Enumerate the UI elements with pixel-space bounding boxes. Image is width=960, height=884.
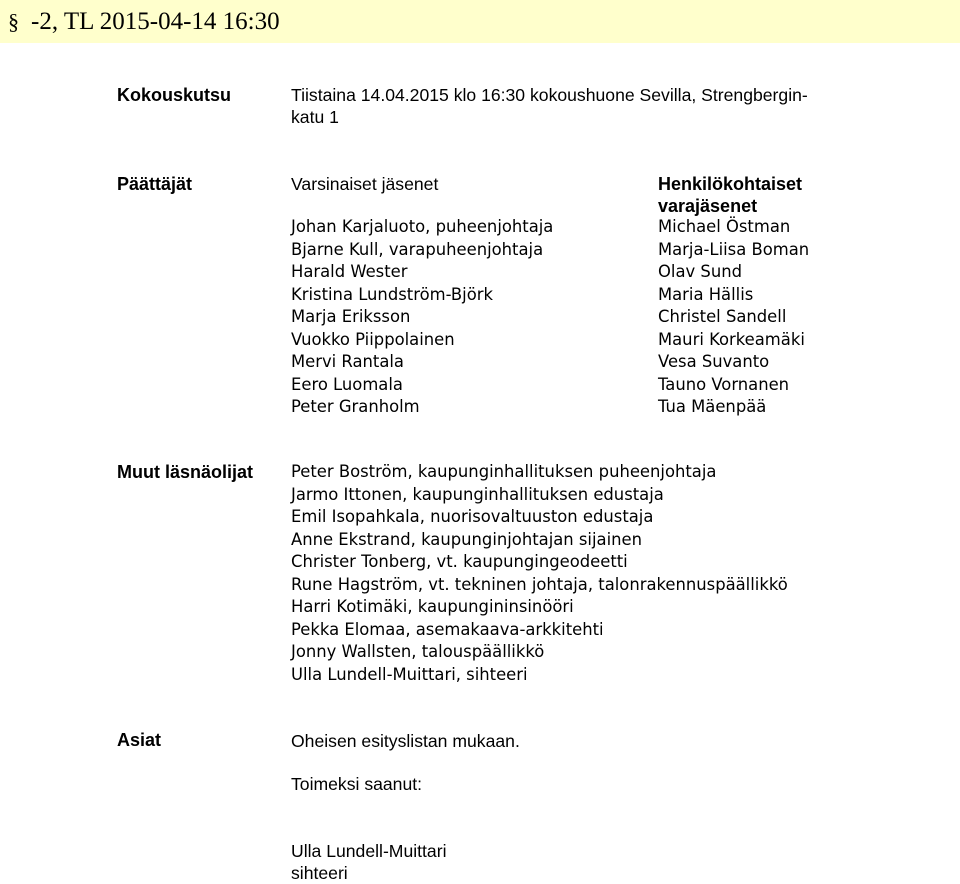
member-item: Kristina Lundström-Björk (291, 284, 493, 304)
deputy-item: Marja-Liisa Boman (658, 239, 810, 259)
member-item: Johan Karjaluoto, puheenjohtaja (291, 217, 554, 236)
attendee-item: Jarmo Ittonen, kaupunginhallituksen edustaja (291, 484, 664, 504)
meeting-details-line1: Tiistaina 14.04.2015 klo 16:30 kokoushuone Sevilla, Strengbergin- (291, 85, 808, 105)
attendee-item: Harri Kotimäki, kaupungininsinööri (291, 597, 574, 616)
decision-makers-label: Päättäjät (117, 174, 193, 194)
deputies-header (658, 173, 802, 217)
member-item: Vuokko Piippolainen (291, 329, 455, 349)
deputies-header-line2: varajäsenet (658, 196, 758, 216)
attendee-item: Ulla Lundell-Muittari, sihteeri (291, 664, 528, 684)
meeting-label: Kokouskutsu (117, 85, 232, 105)
member-item: Mervi Rantala (291, 352, 404, 371)
member-item: Bjarne Kull, varapuheenjohtaja (291, 239, 544, 259)
member-item: Harald Wester (291, 262, 408, 281)
signer-title: sihteeri (291, 863, 348, 883)
matters-label: Asiat (117, 730, 162, 750)
member-item: Eero Luomala (291, 374, 403, 394)
attendee-item: Rune Hagström, vt. tekninen johtaja, talonrakennuspäällikkö (291, 574, 788, 594)
deputies-header-line1: Henkilökohtaiset (658, 174, 803, 194)
deputy-item: Tua Mäenpää (658, 397, 767, 416)
matters-text: Oheisen esityslistan mukaan. (291, 731, 520, 751)
deputies-list (658, 216, 809, 419)
deputy-item: Mauri Korkeamäki (658, 329, 805, 349)
deputy-item: Maria Hällis (658, 284, 754, 304)
deputy-item: Michael Östman (658, 217, 791, 236)
members-list (291, 216, 553, 419)
deputy-item: Olav Sund (658, 262, 742, 281)
signer-name: Ulla Lundell-Muittari (291, 841, 447, 861)
header-text: -2, TL 2015-04-14 16:30 (31, 7, 280, 35)
signature-block (291, 840, 446, 884)
attendee-item: Anne Ekstrand, kaupunginjohtajan sijainen (291, 529, 642, 549)
meeting-details (291, 84, 808, 128)
attendee-item: Jonny Wallsten, talouspäällikkö (291, 642, 545, 661)
section-symbol: § (8, 8, 19, 34)
deputy-item: Christel Sandell (658, 307, 787, 326)
attendee-item: Christer Tonberg, vt. kaupungingeodeetti (291, 552, 628, 571)
recorded-by-label: Toimeksi saanut: (291, 774, 423, 794)
members-header: Varsinaiset jäsenet (291, 174, 439, 194)
others-list (291, 461, 788, 686)
attendee-item: Emil Isopahkala, nuorisovaltuuston edustaja (291, 507, 654, 526)
deputy-item: Vesa Suvanto (658, 352, 770, 371)
member-item: Peter Granholm (291, 397, 420, 416)
document-header (0, 0, 960, 43)
attendee-item: Pekka Elomaa, asemakaava-arkkitehti (291, 619, 604, 639)
deputy-item: Tauno Vornanen (658, 374, 790, 394)
attendee-item: Peter Boström, kaupunginhallituksen puheenjohtaja (291, 462, 717, 481)
member-item: Marja Eriksson (291, 307, 411, 326)
meeting-details-line2: katu 1 (291, 107, 339, 127)
others-label: Muut läsnäolijat (117, 462, 254, 482)
